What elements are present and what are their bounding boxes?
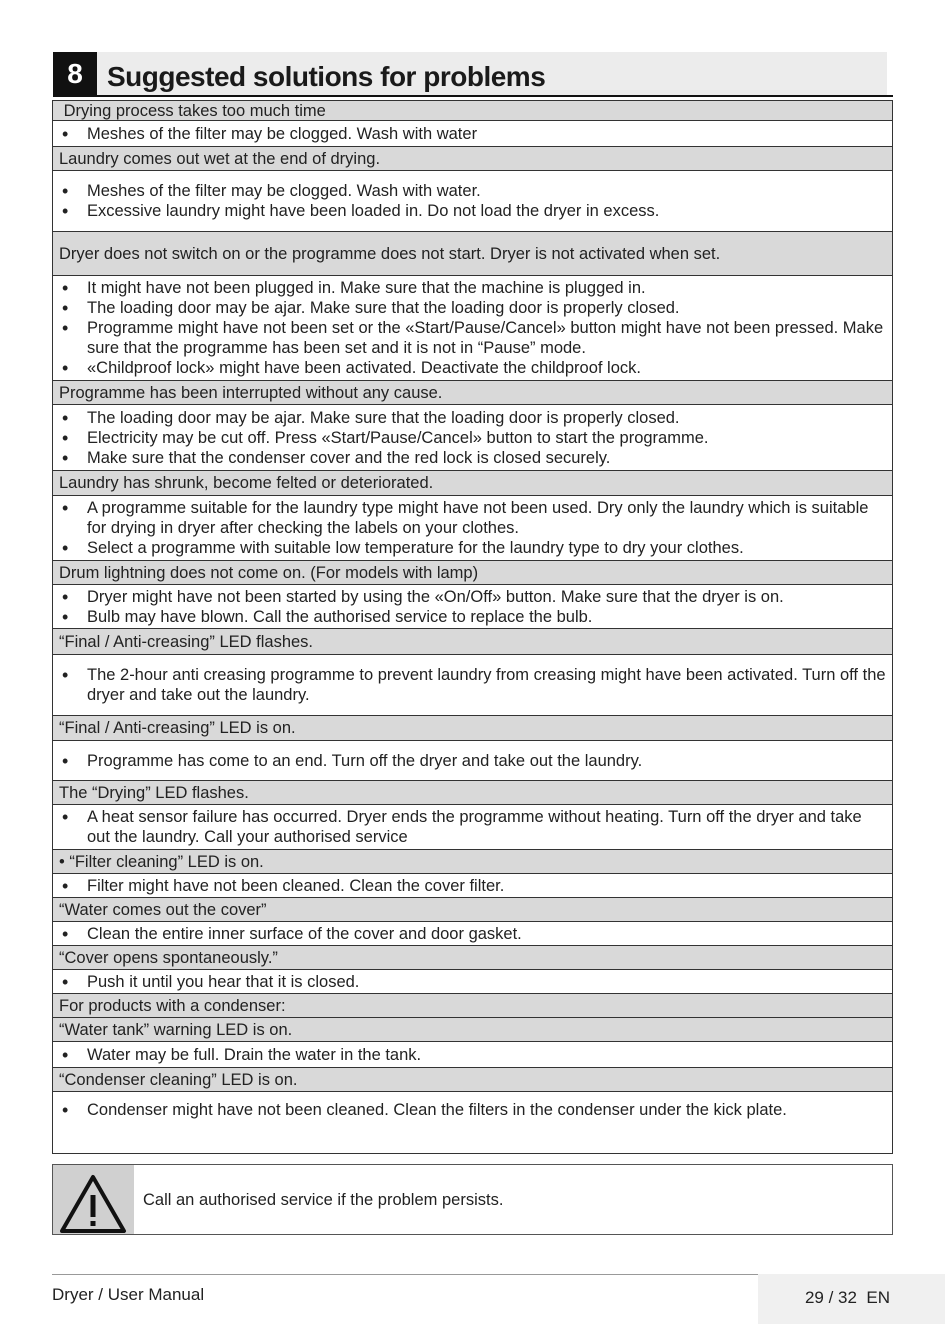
header-divider [53, 95, 893, 97]
solution-list [59, 498, 886, 558]
solution-item: • Electricity may be cut off. Press «Start/Pause/Cancel» button to start the programme. [59, 428, 886, 448]
problem-text: For products with a condenser: [59, 996, 286, 1015]
solution-item: • Meshes of the filter may be clogged. Wash with water [59, 124, 886, 144]
solution-item: • Excessive laundry might have been loaded in. Do not load the dryer in excess. [59, 201, 886, 221]
page-title: Suggested solutions for problems [107, 61, 546, 92]
problem-heading [53, 994, 892, 1018]
solution-item: • Condenser might have not been cleaned. Clean the filters in the condenser under the kick plate. [59, 1100, 886, 1120]
solution-cell [53, 585, 892, 629]
solution-list [59, 181, 886, 221]
solution-item: • Clean the entire inner surface of the cover and door gasket. [59, 924, 886, 944]
solution-item: • It might have not been plugged in. Make sure that the machine is plugged in. [59, 278, 886, 298]
solution-item: • A heat sensor failure has occurred. Dryer ends the programme without heating. Turn off the dryer and take out the laundry. Call your authorised service [59, 807, 886, 847]
solution-list [59, 408, 886, 468]
warning-box [52, 1164, 893, 1235]
solution-list [59, 972, 886, 992]
solution-list [59, 278, 886, 378]
footer-manual-title: Dryer / User Manual [52, 1285, 205, 1304]
solution-item: • The 2-hour anti creasing programme to prevent laundry from creasing might have been activated. Turn off the dryer and take out the laundry. [59, 665, 886, 705]
warning-icon-panel [53, 1165, 134, 1234]
footer-page-number: 29 / 32 EN [804, 1288, 890, 1307]
problem-heading [53, 561, 892, 585]
problem-text: “Water comes out the cover” [59, 900, 267, 919]
solution-item: • Programme might have not been set or the «Start/Pause/Cancel» button might have not been pressed. Make sure that the programme has been set and it is not in “Pause” mode. [59, 318, 886, 358]
solution-cell [53, 874, 892, 898]
problem-text: “Cover opens spontaneously.” [59, 948, 278, 967]
solution-cell [53, 276, 892, 381]
solution-list [59, 751, 886, 771]
solution-cell [53, 405, 892, 471]
solution-cell [53, 121, 892, 147]
problem-heading [53, 381, 892, 405]
section-header [53, 52, 887, 96]
solution-item: • Water may be full. Drain the water in the tank. [59, 1045, 886, 1065]
problem-heading [53, 1018, 892, 1042]
problem-text: The “Drying” LED flashes. [59, 783, 249, 802]
warning-text: Call an authorised service if the problem persists. [143, 1191, 504, 1209]
problem-text: “Condenser cleaning” LED is on. [59, 1070, 298, 1089]
solution-item: • Programme has come to an end. Turn off the dryer and take out the laundry. [59, 751, 886, 771]
solution-list [59, 1100, 886, 1120]
problem-heading [53, 781, 892, 805]
solution-cell [53, 970, 892, 994]
problem-text: Laundry has shrunk, become felted or deteriorated. [59, 474, 434, 492]
problem-heading [53, 471, 892, 496]
problem-text: “Final / Anti-creasing” LED flashes. [59, 632, 314, 651]
problem-text: Dryer does not switch on or the programme does not start. Dryer is not activated when set. [59, 244, 721, 263]
problem-text: • “Filter cleaning” LED is on. [59, 852, 264, 871]
solution-list [59, 924, 886, 944]
solution-list [59, 665, 886, 705]
solution-cell [53, 496, 892, 561]
solution-cell [53, 171, 892, 232]
solution-cell [53, 1092, 892, 1153]
problem-heading [53, 898, 892, 922]
solution-item: • Filter might have not been cleaned. Clean the cover filter. [59, 876, 886, 896]
problem-text: “Water tank” warning LED is on. [59, 1020, 293, 1039]
problem-heading [53, 1068, 892, 1092]
problem-text: Laundry comes out wet at the end of drying. [59, 149, 381, 168]
problem-heading [53, 147, 892, 171]
warning-triangle-icon [53, 1165, 134, 1234]
problem-heading [53, 232, 892, 276]
solution-list [59, 876, 886, 896]
solution-list [59, 587, 886, 627]
problem-text: Programme has been interrupted without any cause. [59, 383, 443, 402]
problem-heading [53, 946, 892, 970]
solution-list [59, 124, 886, 144]
solution-cell [53, 655, 892, 716]
solution-item: • A programme suitable for the laundry type might have not been used. Dry only the laundry which is suitable for drying in dryer after checking the labels on your clothes. [59, 498, 886, 538]
solution-item: • Make sure that the condenser cover and the red lock is closed securely. [59, 448, 886, 468]
solution-list [59, 1045, 886, 1065]
problem-text: Drum lightning does not come on. (For models with lamp) [59, 563, 479, 582]
solution-cell [53, 1042, 892, 1068]
solution-item: • The loading door may be ajar. Make sure that the loading door is properly closed. [59, 298, 886, 318]
problem-heading [53, 101, 892, 121]
solution-item: • Dryer might have not been started by using the «On/Off» button. Make sure that the dryer is on. [59, 587, 886, 607]
problem-text: Drying process takes too much time [59, 101, 326, 120]
solution-list [59, 807, 886, 847]
solution-item: • Bulb may have blown. Call the authorised service to replace the bulb. [59, 607, 886, 627]
solution-cell [53, 805, 892, 850]
troubleshooting-table [52, 100, 893, 1154]
problem-text: “Final / Anti-creasing” LED is on. [59, 719, 296, 737]
solution-item: • Select a programme with suitable low temperature for the laundry type to dry your clothes. [59, 538, 886, 558]
section-number: 8 [53, 52, 97, 96]
solution-cell [53, 922, 892, 946]
solution-item: • Meshes of the filter may be clogged. Wash with water. [59, 181, 886, 201]
solution-item: • Push it until you hear that it is closed. [59, 972, 886, 992]
problem-heading [53, 629, 892, 655]
solution-cell [53, 741, 892, 781]
solution-item: • The loading door may be ajar. Make sure that the loading door is properly closed. [59, 408, 886, 428]
problem-heading [53, 716, 892, 741]
solution-item: • «Childproof lock» might have been activated. Deactivate the childproof lock. [59, 358, 886, 378]
problem-heading [53, 850, 892, 874]
